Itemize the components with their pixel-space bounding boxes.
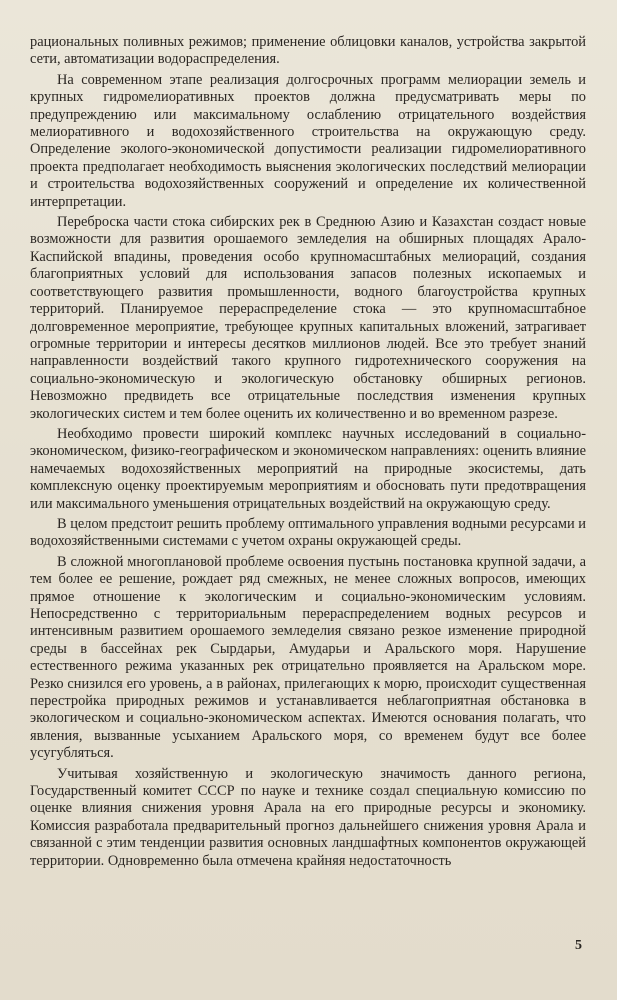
paragraph-7: Учитывая хозяйственную и экологическую значимость данного региона, Государственный комитет СССР по науке и технике создал специальную комиссию по оценке влияния снижения уровня Арала на его природные ресурсы и экономику. Комиссия разработала предварительный прогноз дальнейшего снижения уровня Арала и связанной с этим тенденции развития основных ландшафтных компонентов окружающей территории. Одновременно была отмечена крайняя недостаточность xyxy=(30,765,586,869)
paragraph-5: В целом предстоит решить проблему оптимального управления водными ресурсами и водохозяйственными системами с учетом охраны окружающей среды. xyxy=(30,515,586,550)
body-text xyxy=(30,34,586,873)
paragraph-1: рациональных поливных режимов; применение облицовки каналов, устройства закрытой сети, автоматизации водораспределения. xyxy=(30,34,586,68)
paragraph-6: В сложной многоплановой проблеме освоения пустынь постановка крупной задачи, а тем более ее решение, рождает ряд смежных, не менее сложных вопросов, имеющих прямое отношение к экологическим и социально-экономическим условиям. Непосредственно с территориальным перераспределением водных ресурсов и интенсивным развитием орошаемого земледелия связано резкое изменение природной среды в бассейнах рек Сырдарьи, Амударьи и Аральского моря. Нарушение естественного режима указанных рек отрицательно проявляется на Аральском море. Резко снизился его уровень, а в районах, прилегающих к морю, происходит существенная перестройка природных режимов и устанавливается неблагоприятная обстановка в экологическом и социально-экономическом аспектах. Имеются основания полагать, что явления, вызванные усыханием Аральского моря, со временем будут все более усугубляться. xyxy=(30,553,586,762)
paragraph-3: Переброска части стока сибирских рек в Среднюю Азию и Казахстан создаст новые возможности для развития орошаемого земледелия на обширных площадях Арало-Каспийской впадины, проведения особо крупномасштабных мелиораций, создания благоприятных условий для использования запасов полезных ископаемых и соответствующего развития промышленности, водного благоустройства крупных территорий. Планируемое перераспределение стока — это крупномасштабное долговременное мероприятие, требующее крупных капитальных вложений, затрагивает огромные территории и интересы десятков миллионов людей. Все это требует знаний направленности воздействий такого крупного гидротехнического сооружения на социально-экономическую и экологическую обстановку обширных регионов. Невозможно предвидеть все отрицательные последствия изменения крупных экологических систем и тем более оценить их количественно и во временном разрезе. xyxy=(30,214,586,422)
paragraph-4: Необходимо провести широкий комплекс научных исследований в социально-экономическом, физико-географическом и экономическом направлениях: оценить влияние намечаемых водохозяйственных мероприятий на природные экосистемы, дать комплексную оценку проектируемым мероприятиям и обосновать пути предотвращения или максимального уменьшения отрицательных воздействий на окружающую среду. xyxy=(30,425,586,512)
page-number: 5 xyxy=(575,938,582,953)
paragraph-2: На современном этапе реализация долгосрочных программ мелиорации земель и крупных гидромелиоративных проектов должна предусматривать меры по предупреждению или максимальному ослаблению отрицательного воздействия мелиоративного и водохозяйственного строительства на окружающую среду. Определение эколого-экономической допустимости реализации гидромелиоративного проекта предполагает необходимость выяснения экологических последствий мелиорации и строительства водохозяйственных сооружений и определение их количественной интерпретации. xyxy=(30,71,586,210)
